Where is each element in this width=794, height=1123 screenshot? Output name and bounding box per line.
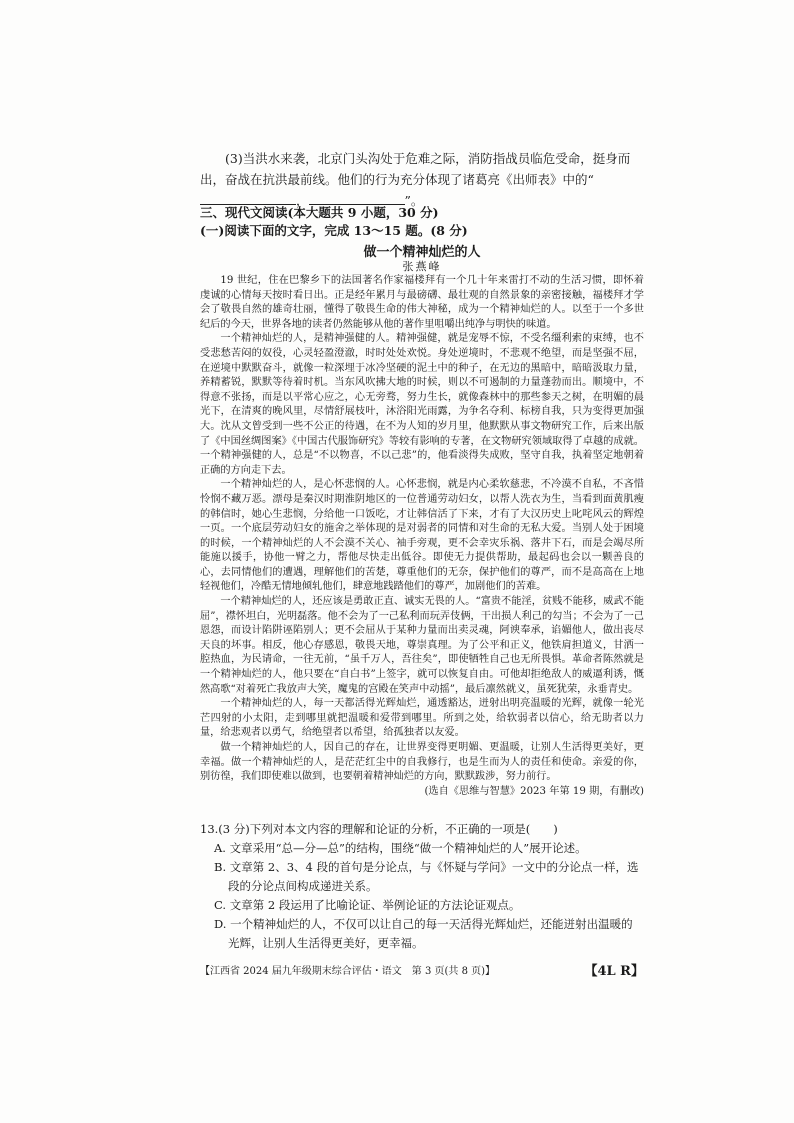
section-heading: 三、现代文阅读(本大题共 9 小题，30 分): [200, 205, 439, 220]
article-paragraph: 一个精神灿烂的人，还应该是勇敢正直、诚实无畏的人。“富贵不能淫，贫贱不能移，威武不能屈”，襟怀坦白，光明磊落。他不会为了一己私利而玩弄伎俩，干出损人利己的勾当；不会为了一己恩怨，而设计陷阱诬陷别人；更不会屈从于某种力量而出卖灵魂，阿谀奉承，谄媚他人，做出丧尽天良的坏事。相反，他心存感恩，敬畏天地，尊崇真理。为了公平和正义，他铁肩担道义，甘洒一腔热血，为民请命，一往无前，“虽千万人，吾往矣”，即使牺牲自己也无所畏惧。革命者陈然就是一个精神灿烂的人，他只要在“自白书”上签字，就可以恢复自由。可他却拒绝敌人的威逼利诱，慨然高歌“对着死亡我放声大笑，魔鬼的宫殿在笑声中动摇”，最后凛然就义，虽死犹荣，永垂青史。: [200, 596, 644, 695]
question-3-fill: [200, 148, 644, 211]
question-stem: 13.(3 分)下列对本文内容的理解和论证的分析，不正确的一项是( ): [200, 822, 558, 836]
article-body: [200, 274, 644, 799]
article-paragraph: 一个精神灿烂的人，是心怀悲悯的人。心怀悲悯，就是内心柔软慈悲，不冷漠不自私，不吝惜怜悯不藏万恶。漂母是秦汉时期淮阴地区的一位普通劳动妇女，以帮人洗衣为生，当看到面黄肌瘦的韩信时，她心生悲悯，分给他一口饭吃，才让韩信活了下来，才有了大汉历史上叱咤风云的辉煌一页。一个底层劳动妇女的施舍之举体现的是对弱者的同情和对生命的无私大爱。当别人处于困境的时候，一个精神灿烂的人不会漠不关心、袖手旁观，更不会幸灾乐祸、落井下石，而是会竭尽所能施以援手，协他一臂之力，帮他尽快走出低谷。即使无力提供帮助，最起码也会以一颗善良的心，去同情他们的遭遇，理解他们的苦楚，尊重他们的无奈，保护他们的尊严，而不是高高在上地轻视他们，冷酷无情地倾轧他们，肆意地践踏他们的尊严，加剧他们的苦难。: [200, 479, 644, 593]
article-title: 做一个精神灿烂的人: [363, 245, 481, 260]
option-c[interactable]: C. 文章第 2 段运用了比喻论证、举例论证的方法论证观点。: [214, 898, 521, 912]
question-3-end: ”。: [404, 193, 424, 208]
article-source: (选自《思维与智慧》2023 年第 19 期，有删改): [424, 785, 644, 797]
footer-info: 【江西省 2024 届九年级期末综合评估・语文 第 3 页(共 8 页)】: [200, 966, 496, 977]
subsection-heading: (一)阅读下面的文字，完成 13～15 题。(8 分): [200, 223, 468, 238]
question-13: [200, 820, 644, 953]
article-paragraph: 做一个精神灿烂的人，因自己的存在，让世界变得更明媚、更温暖，让别人生活得更美好，更幸福。做一个精神灿烂的人，是茫茫红尘中的自我修行，也是生而为人的责任和使命。亲爱的你，别彷徨，我们即使难以做到，也要朝着精神灿烂的方向，默默跋涉，努力前行。: [200, 742, 644, 783]
option-d[interactable]: D. 一个精神灿烂的人，不仅可以让自己的每一天活得光辉灿烂，还能迸射出温暖的光辉，让别人生活得更美好，更幸福。: [214, 917, 633, 950]
page-footer: [200, 960, 644, 979]
article-paragraph: 一个精神灿烂的人，是精神强健的人。精神强健，就是宠辱不惊，不受名缰利索的束缚，也不受悲愁苦闷的奴役，心灵轻盈澄澈，时时处处欢悦。身处逆境时，不悲观不绝望，而是坚强不屈，在逆境中默默奋斗，就像一粒深埋于冰冷坚硬的泥土中的种子，在无边的黑暗中，暗暗汲取力量，养精蓄锐，默默等待着时机。当东风吹拂大地的时候，则以不可遏制的力量蓬勃而出。顺境中，不得意不张扬，而是以平常心应之，心无旁骛，努力生长，就像森林中的那些参天之树，在明媚的晨光下，在清爽的晚风里，尽情舒展枝叶，沐浴阳光雨露，为争名夺利、标榜自我，只为变得更加强大。沈从文曾受到一些不公正的待遇，在不为人知的岁月里，他默默从事文物研究工作，后来出版了《中国丝绸图案》《中国古代服饰研究》等较有影响的专著，在文物研究领域取得了卓越的成就。一个精神强健的人，总是“不以物喜，不以己悲”的，他看淡得失成败，坚守自我，执着坚定地朝着正确的方向走下去。: [200, 333, 644, 476]
option-a[interactable]: A. 文章采用“总—分—总”的结构，围绕“做一个精神灿烂的人”展开论述。: [214, 841, 587, 855]
article-paragraph: 一个精神灿烂的人，每一天都活得光辉灿烂，通透豁达，迸射出明亮温暖的光辉，就像一轮光芒四射的小太阳，走到哪里就把温暖和爱带到哪里。所到之处，给软弱者以信心，给无助者以力量，给悲观者以勇气，给绝望者以希望，给孤独者以友爱。: [200, 698, 644, 739]
question-3-sep: ，: [296, 193, 309, 208]
article-author: 张燕峰: [402, 260, 442, 273]
question-3-text: (3)当洪水来袭，北京门头沟处于危难之际，消防指战员临危受命，挺身而出，奋战在抗洪最前线。他们的行为充分体现了诸葛亮《出师表》中的“: [200, 151, 631, 187]
article-paragraph: 19 世纪，住在巴黎乡下的法国著名作家福楼拜有一个几十年来雷打不动的生活习惯，即怀着虔诚的心情每天按时看日出。正是经年累月与最磅礴、最壮观的自然景象的亲密接触，福楼拜才学会了敬畏自然的雄奇壮丽，懂得了敬畏生命的伟大神秘，成为一个精神灿烂的人。以至于一个多世纪后的今天，世界各地的读者仍然能够从他的著作里咀嚼出纯净与明快的味道。: [200, 275, 644, 330]
option-b[interactable]: B. 文章第 2、3、4 段的首句是分论点，与《怀疑与学问》一文中的分论点一样，选段的分论点间构成递进关系。: [214, 860, 639, 893]
footer-code: 【4L R】: [584, 964, 644, 979]
